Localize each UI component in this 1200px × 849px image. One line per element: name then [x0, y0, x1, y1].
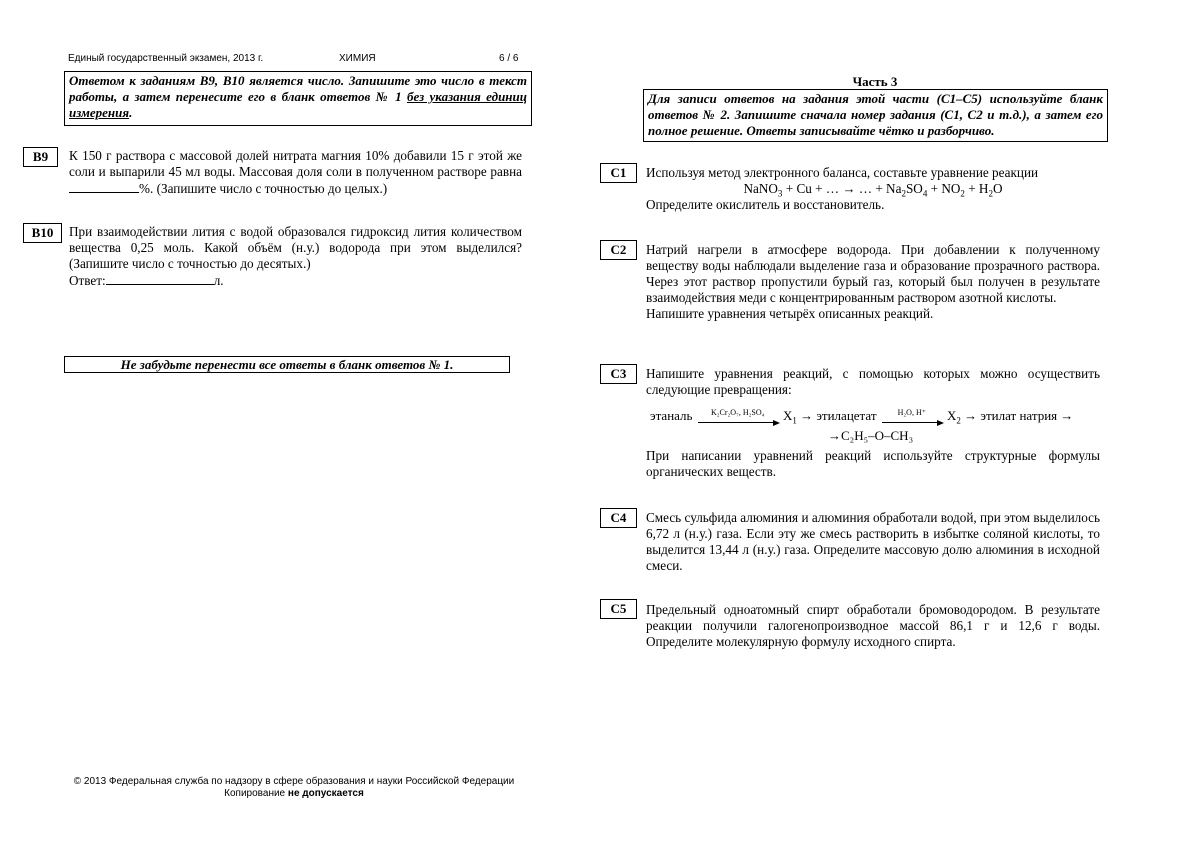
reaction-arrow: K₂Cr₂O₇, H₂SO₄: [698, 412, 778, 423]
task-c1-text: Используя метод электронного баланса, составьте уравнение реакции NaNO$_3$ + Cu + … → … + $Na_2SO_4 + NO_2 + H_2O$ Определите окислитель и восстановитель.: [646, 165, 1039, 212]
task-tag-c5: С5: [600, 599, 637, 619]
header-exam-name: Единый государственный экзамен, 2013 г.: [68, 53, 264, 64]
answer-blank[interactable]: [106, 272, 214, 285]
answer-instructions-note: Ответом к заданиям В9, В10 является число. Запишите это число в текст работы, а затем перенесите его в бланк ответов № 1 без указания единиц измерения.: [64, 71, 532, 126]
task-c4-text: Смесь сульфида алюминия и алюминия обработали водой, при этом выделилось 6,72 л (н.у.) газа. Если эту же смесь растворить в избытке соляной кислоты, то выделится 13,44 л (н.у.) газа. Определите массовую долю алюминия в исходной смеси.: [646, 510, 1100, 573]
task-tag-c2: С2: [600, 240, 637, 260]
answer-blank[interactable]: [69, 180, 139, 193]
copyright-footer: © 2013 Федеральная служба по надзору в сфере образования и науки Российской Федерации Копирование не допускается: [73, 776, 515, 799]
reaction-arrow: H₂O, H⁺: [882, 412, 942, 423]
reaction-scheme: этаналь K₂Cr₂O₇, H₂SO₄ $X_1$ → этилацетат H₂O, H⁺ $X_2$ → этилат натрия → →C₂H₅–O–CH₃: [650, 407, 1074, 443]
task-b10-text: При взаимодействии лития с водой образовался гидроксид лития количеством вещества 0,25 моль. Какой объём (н.у.) водорода при этом выделился? (Запишите число с точностью до десятых.) Ответ: л.: [69, 224, 522, 288]
task-c3-text: Напишите уравнения реакций, с помощью которых можно осуществить следующие превращения:: [646, 366, 1100, 397]
part-title: Часть 3: [852, 74, 898, 89]
task-tag-c1: С1: [600, 163, 637, 183]
note-underlined: без указания единиц измерения: [69, 89, 527, 120]
header-subject: ХИМИЯ: [339, 53, 376, 64]
task-c3-note: При написании уравнений реакций используйте структурные формулы органических веществ.: [646, 448, 1100, 479]
task-tag-c4: С4: [600, 508, 637, 528]
task-tag-b10: В10: [23, 223, 62, 243]
task-tag-c3: С3: [600, 364, 637, 384]
part3-instructions-note: Для записи ответов на задания этой части (С1–С5) используйте бланк ответов № 2. Запишите сначала номер задания (С1, С2 и т.д.), а затем его полное решение. Ответы записывайте чётко и разборчиво.: [643, 89, 1108, 142]
task-c5-text: Предельный одноатомный спирт обработали бромоводородом. В результате реакции получили галогенопроизводное массой 86,1 г и 12,6 г воды. Определите молекулярную формулу исходного спирта.: [646, 602, 1100, 649]
task-c2-text: Натрий нагрели в атмосфере водорода. При добавлении к полученному веществу воды наблюдали выделение газа и образование прозрачного раствора. Через этот раствор пропустили бурый газ, который был получен в результате взаимодействия меди с концентрированным раствором азотной кислоты. Напишите уравнения четырёх описанных реакций.: [646, 242, 1100, 321]
reminder-box: Не забудьте перенести все ответы в бланк ответов № 1.: [64, 356, 510, 373]
header-page-number: 6 / 6: [499, 53, 519, 64]
task-b9-text: К 150 г раствора с массовой долей нитрата магния 10% добавили 15 г этой же соли и выпарили 45 мл воды. Массовая доля соли в полученном растворе равна %. (Запишите число с точностью до целых.): [69, 148, 522, 196]
task-tag-b9: В9: [23, 147, 58, 167]
